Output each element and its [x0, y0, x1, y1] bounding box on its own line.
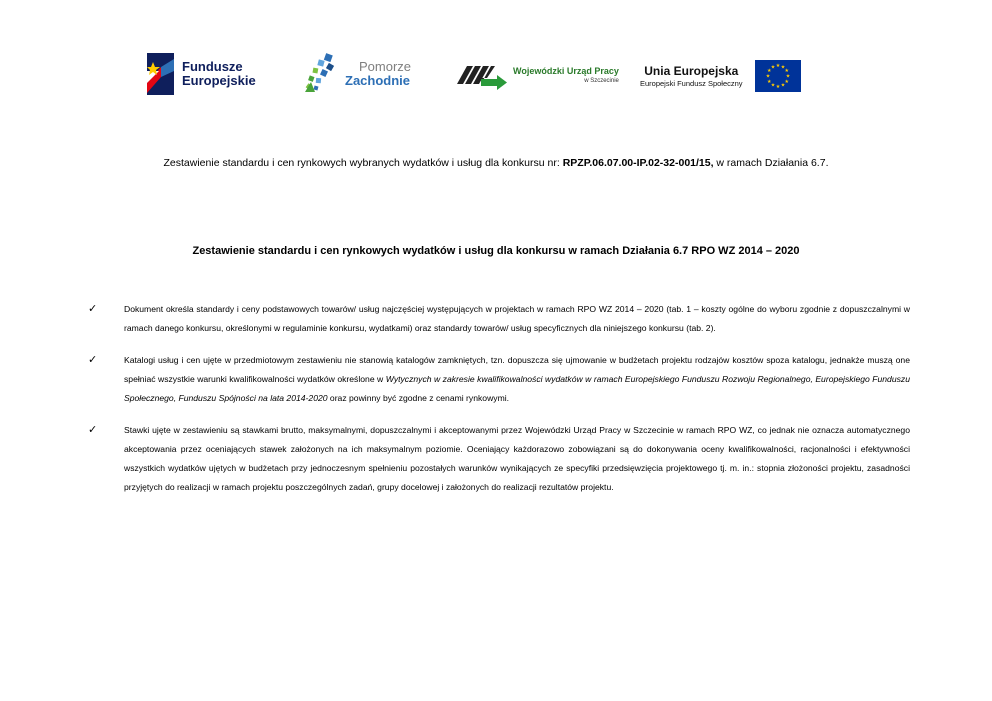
pz-line2: Zachodnie [345, 73, 411, 88]
competition-code: RPZP.06.07.00-IP.02-32-001/15, [562, 157, 714, 169]
logo-pomorze-zachodnie [303, 52, 411, 96]
fe-line2: Europejskie [182, 73, 256, 88]
ue-line1: Unia Europejska [644, 63, 739, 78]
svg-text:★: ★ [766, 79, 772, 85]
subtitle-prefix: Zestawienie standardu i cen rynkowych wybranych wydatków i usług dla konkursu nr: [163, 157, 563, 169]
svg-text:★: ★ [775, 84, 780, 90]
wup-logo-icon [457, 62, 507, 90]
svg-text:★: ★ [785, 73, 790, 80]
logo-unia-europejska [640, 60, 801, 92]
wup-line1: Wojewódzki Urząd Pracy [513, 66, 619, 76]
list-item [88, 300, 910, 338]
checkmark-icon: ✓ [88, 424, 98, 436]
fundusze-europejskie-text [182, 60, 256, 88]
svg-text:★: ★ [780, 82, 785, 89]
eu-flag-icon [755, 60, 801, 92]
fe-line1: Fundusze [182, 59, 243, 74]
logo-wojewodzki-urzad-pracy [457, 62, 619, 90]
bullet-list [88, 300, 910, 510]
subtitle-suffix: w ramach Działania 6.7. [713, 157, 829, 169]
logo-bar [0, 50, 992, 100]
bullet-text-italic: Wytycznych w zakresie kwalifikowalności wydatków w ramach Europejskiego Funduszu Rozwoju Regionalnego, Europejskiego Funduszu Społecznego, Funduszu Spójności na lata 2014-2020 [124, 374, 910, 403]
checkmark-icon: ✓ [88, 303, 98, 315]
svg-text:★: ★ [780, 64, 785, 71]
bullet-text: Stawki ujęte w zestawieniu są stawkami brutto, maksymalnymi, dopuszczalnymi i akceptowanymi przez Wojewódzki Urząd Pracy w Szczecinie w ramach RPO WZ, co jednak nie oznacza automatycznego akceptowania przez oceniających stawek założonych na ich maksymalnym poziomie. Oceniający każdorazowo zobowiązani są do dokonywania oceny kwalifikowalności, racjonalności i efektywności wszystkich wydatków ujętych w budżetach przy jednoczesnym spełnieniu pozostałych warunków wynikających ze specyfiki przedsięwzięcia projektowego tj. m. in.: stopnia złożoności projektu, zasadności przyjętych do realizacji w ramach projektu poszczególnych zadań, grupy docelowej i założonych do realizacji rezultatów projektu. [124, 425, 910, 492]
fundusze-europejskie-logo-icon [147, 53, 174, 95]
list-item [88, 351, 910, 408]
checkmark-icon: ✓ [88, 354, 98, 366]
document-title: Zestawienie standardu i cen rynkowych wydatków i usług dla konkursu w ramach Działania 6.7 RPO WZ 2014 – 2020 [192, 245, 800, 257]
pz-line1: Pomorze [359, 59, 412, 74]
pomorze-zachodnie-text [345, 60, 411, 88]
list-item [88, 421, 910, 497]
svg-text:★: ★ [770, 82, 775, 89]
svg-text:★: ★ [775, 63, 780, 69]
svg-text:★: ★ [784, 68, 789, 74]
unia-europejska-text [640, 64, 743, 89]
document-subtitle [0, 157, 992, 169]
bullet-text: Dokument określa standardy i ceny podstawowych towarów/ usług najczęściej występujących w projektach w ramach RPO WZ 2014 – 2020 (tab. 1 – koszty ogólne do wyboru zgodnie z dopuszczalnymi w ramach danego konkursu, określonymi w regulaminie konkursu, wydatkami) oraz standardy towarów/ usług specyficznych dla niniejszego konkursu (tab. 2). [124, 304, 910, 333]
pomorze-zachodnie-logo-icon [303, 52, 343, 96]
svg-text:★: ★ [770, 64, 775, 71]
wup-text [513, 66, 619, 86]
svg-text:★: ★ [766, 68, 772, 74]
svg-text:★: ★ [784, 79, 789, 85]
bullet-text-before: Katalogi usług i cen ujęte w przedmiotowym zestawieniu nie stanowią katalogów zamkniętych, tzn. dopuszcza się ujmowanie w budżetach projektu rodzajów kosztów spoza katalogu, jednakże muszą one spełniać wszystkie warunki kwalifikowalności wydatków określone w [124, 355, 910, 384]
ue-line2: Europejski Fundusz Społeczny [640, 78, 743, 88]
bullet-text-after: oraz powinny być zgodne z cenami rynkowymi. [327, 393, 510, 403]
logo-fundusze-europejskie [147, 53, 256, 95]
svg-text:★: ★ [765, 73, 770, 80]
wup-line2: w Szczecinie [584, 78, 619, 84]
